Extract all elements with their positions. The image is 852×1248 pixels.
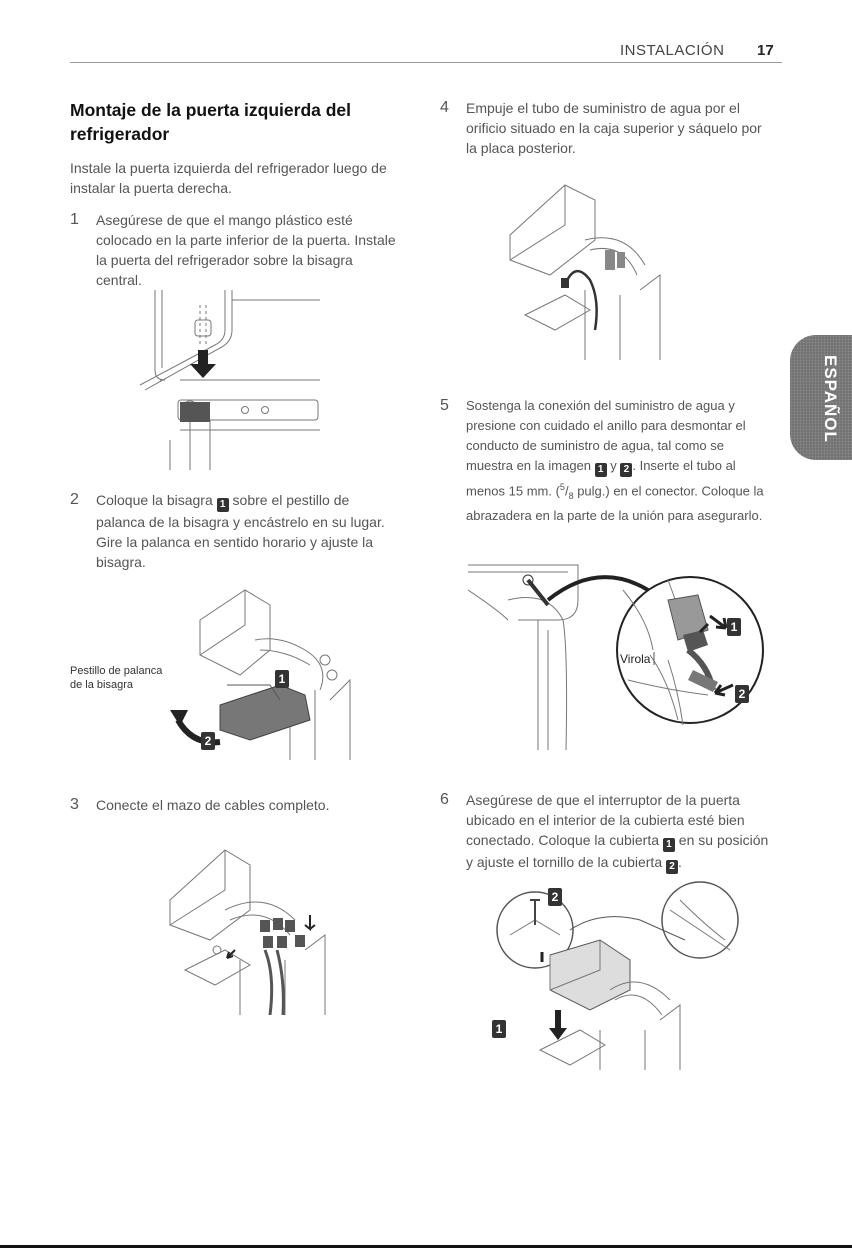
figure-cover-screw xyxy=(490,880,770,1070)
step-number: 1 xyxy=(70,211,79,228)
step-number: 2 xyxy=(70,491,79,508)
figure-water-tube xyxy=(505,180,665,360)
section-title: Montaje de la puerta izquierda del refrigerador xyxy=(70,100,352,144)
step-text: Asegúrese de que el interruptor de la puerta ubicado en el interior de la cubierta esté bien conectado. Coloque la cubierta 1 en su posición y ajuste el tornillo de la cubierta 2 . xyxy=(466,792,769,872)
step-number: 5 xyxy=(440,397,449,414)
page-number: 17 xyxy=(757,42,774,59)
language-tab-label: ESPAÑOL xyxy=(821,355,840,443)
figure-hinge-lever xyxy=(70,580,370,760)
callout-badge: 2 xyxy=(548,888,562,906)
figure-label: Virola xyxy=(620,652,651,666)
callout-badge: 1 xyxy=(727,618,741,636)
step-number: 6 xyxy=(440,791,449,808)
callout-badge: 2 xyxy=(666,860,678,874)
step-number: 4 xyxy=(440,99,449,116)
figure-door-hinge xyxy=(140,290,330,470)
header-section-title: INSTALACIÓN xyxy=(620,42,725,59)
callout-badge: 2 xyxy=(735,685,749,703)
step-text: Sostenga la conexión del suministro de agua y presione con cuidado el anillo para desmontar el conducto de suministro de agua, tal como se muestra en la imagen 1 y 2 . Inserte el tubo al menos 15 mm. ($^5/_8$ pulg.) en el conector. Coloque la abrazadera en la parte de la unión para asegurarlo. xyxy=(466,398,764,523)
step-text: Coloque la bisagra 1 sobre el pestillo de palanca de la bisagra y encástrelo en su lugar. Gire la palanca en sentido horario y ajuste la bisagra. xyxy=(96,492,385,570)
callout-badge: 2 xyxy=(201,732,215,750)
header-divider xyxy=(70,62,782,63)
figure-label: de la bisagra xyxy=(70,679,133,691)
step-text: Empuje el tubo de suministro de agua por el orificio situado en la caja superior y sáquelo por la placa posterior. xyxy=(466,100,762,156)
callout-badge: 1 xyxy=(663,838,675,852)
section-intro: Instale la puerta izquierda del refrigerador luego de instalar la puerta derecha. xyxy=(70,160,387,196)
step-text: Conecte el mazo de cables completo. xyxy=(96,797,330,813)
callout-badge: 1 xyxy=(275,670,289,688)
callout-badge: 1 xyxy=(595,463,607,477)
figure-label: Pestillo de palanca xyxy=(70,665,163,677)
step-number: 3 xyxy=(70,796,79,813)
figure-water-connector xyxy=(468,560,768,750)
callout-badge: 1 xyxy=(492,1020,506,1038)
figure-wire-harness xyxy=(165,840,345,1015)
callout-badge: 1 xyxy=(217,498,229,512)
callout-badge: 2 xyxy=(620,463,632,477)
step-text: Asegúrese de que el mango plástico esté colocado en la parte inferior de la puerta. Instale la puerta del refrigerador sobre la bisagra central. xyxy=(96,212,396,288)
language-tab xyxy=(790,335,852,460)
